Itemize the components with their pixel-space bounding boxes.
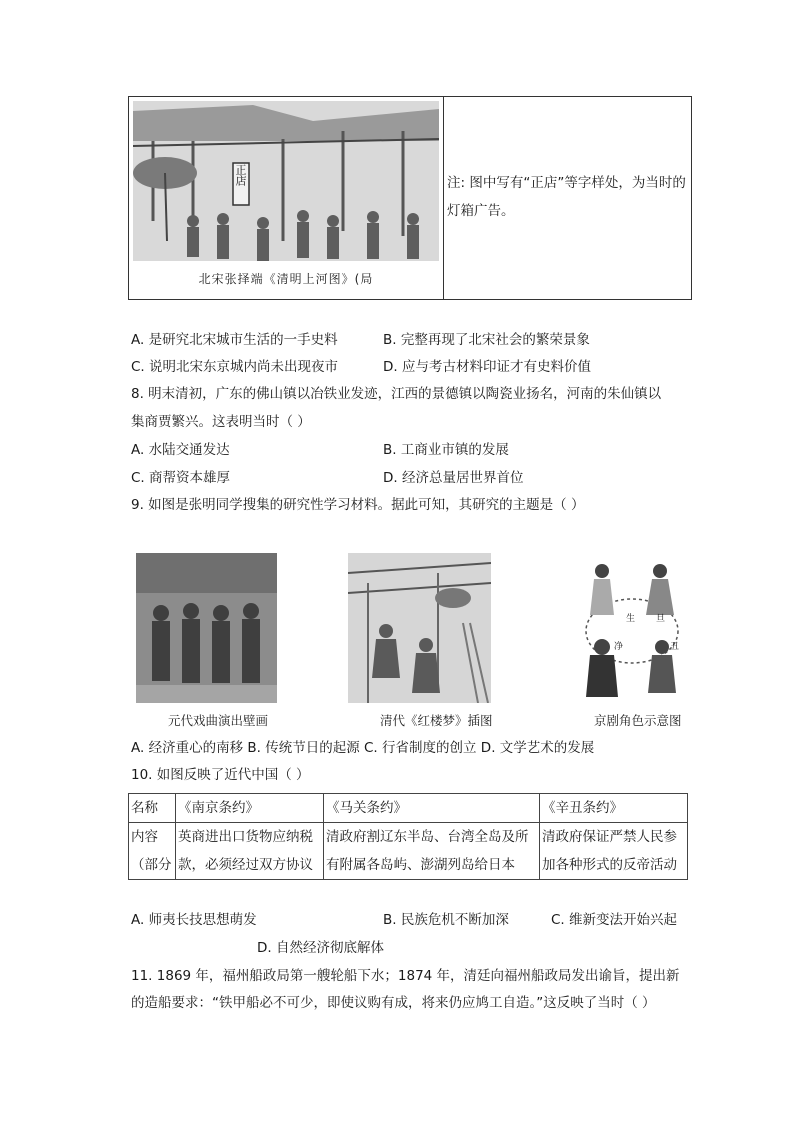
cell-nanjing-line2: 款，必须经过双方协议 bbox=[178, 857, 313, 873]
q10-option-d: D. 自然经济彻底解体 bbox=[257, 940, 384, 956]
cell-maguan bbox=[324, 823, 540, 880]
q8-option-a: A. 水陆交通发达 bbox=[131, 442, 230, 458]
q9-options: A. 经济重心的南移 B. 传统节日的起源 C. 行省制度的创立 D. 文学艺术的发展 bbox=[131, 740, 595, 756]
q7-option-c: C. 说明北宋东京城内尚未出现夜市 bbox=[131, 359, 339, 375]
q9-stem: 9. 如图是张明同学搜集的研究性学习材料。据此可知，其研究的主题是（ ） bbox=[131, 497, 585, 513]
header-xinchou: 《辛丑条约》 bbox=[540, 794, 688, 823]
q10-option-a: A. 师夷长技思想萌发 bbox=[131, 912, 257, 928]
table-divider bbox=[443, 97, 444, 299]
treaty-table bbox=[128, 793, 688, 880]
q8-stem-line1: 8. 明末清初，广东的佛山镇以冶铁业发迹，江西的景德镇以陶瓷业扬名，河南的朱仙镇以 bbox=[131, 386, 662, 402]
role-label-dan: 旦 bbox=[656, 614, 666, 624]
honglou-illustration-image bbox=[348, 553, 491, 703]
figure-table bbox=[128, 96, 692, 300]
qingming-painting-image bbox=[133, 101, 439, 293]
beijing-opera-roles-image bbox=[566, 553, 698, 703]
caption-opera: 京剧角色示意图 bbox=[594, 713, 682, 728]
q11-line2: 的造船要求：“铁甲船必不可少，即使议购有成，将来仍应鸠工自造。”这反映了当时（ ） bbox=[131, 995, 656, 1011]
q7-option-b: B. 完整再现了北宋社会的繁荣景象 bbox=[383, 332, 590, 348]
honglou-illustration bbox=[348, 553, 491, 703]
caption-yuan-mural: 元代戏曲演出壁画 bbox=[168, 713, 269, 728]
cell-nanjing-line1: 英商进出口货物应纳税 bbox=[178, 829, 313, 845]
yuan-mural-image bbox=[136, 553, 277, 703]
table-header-row bbox=[129, 794, 688, 823]
role-label-sheng: 生 bbox=[626, 614, 636, 624]
painting-illustration bbox=[133, 101, 439, 293]
q7-option-d: D. 应与考古材料印证才有史料价值 bbox=[383, 359, 591, 375]
cell-nanjing bbox=[176, 823, 324, 880]
header-nanjing: 《南京条约》 bbox=[176, 794, 324, 823]
cell-xinchou-line1: 清政府保证严禁人民参 bbox=[542, 829, 677, 845]
cell-xinchou-line2: 加各种形式的反帝活动 bbox=[542, 857, 677, 873]
q7-option-a: A. 是研究北宋城市生活的一手史料 bbox=[131, 332, 338, 348]
cell-maguan-line2: 有附属各岛屿、澎湖列岛给日本 bbox=[326, 857, 515, 873]
header-name: 名称 bbox=[129, 794, 176, 823]
table-row bbox=[129, 823, 688, 880]
q8-stem-line2: 集商贾繁兴。这表明当时（ ） bbox=[131, 414, 311, 430]
q8-option-c: C. 商帮资本雄厚 bbox=[131, 470, 231, 486]
header-maguan: 《马关条约》 bbox=[324, 794, 540, 823]
opera-roles-diagram bbox=[566, 553, 698, 703]
q10-option-b: B. 民族危机不断加深 bbox=[383, 912, 509, 928]
cell-xinchou bbox=[540, 823, 688, 880]
painting-note: 注: 图中写有“正店”等字样处，为当时的灯箱广告。 bbox=[447, 175, 686, 219]
row-label bbox=[129, 823, 176, 880]
role-label-jing: 净 bbox=[614, 642, 624, 652]
q8-option-b: B. 工商业市镇的发展 bbox=[383, 442, 509, 458]
q8-option-d: D. 经济总量居世界首位 bbox=[383, 470, 524, 486]
painting-caption: 北宋张择端《清明上河图》(局 bbox=[198, 272, 374, 286]
cell-maguan-line1: 清政府割辽东半岛、台湾全岛及所 bbox=[326, 829, 529, 845]
role-label-chou: 丑 bbox=[670, 642, 680, 652]
sign-text: 正店 bbox=[234, 164, 247, 186]
caption-honglou: 清代《红楼梦》插图 bbox=[380, 713, 493, 728]
row-label-line2: （部分 bbox=[131, 857, 172, 873]
q10-stem: 10. 如图反映了近代中国（ ） bbox=[131, 767, 310, 783]
row-label-line1: 内容 bbox=[131, 829, 158, 845]
q10-option-c: C. 维新变法开始兴起 bbox=[551, 912, 678, 928]
mural-illustration bbox=[136, 553, 277, 703]
q11-line1: 11. 1869 年，福州船政局第一艘轮船下水；1874 年，清廷向福州船政局发出谕旨，提出新 bbox=[131, 968, 680, 984]
